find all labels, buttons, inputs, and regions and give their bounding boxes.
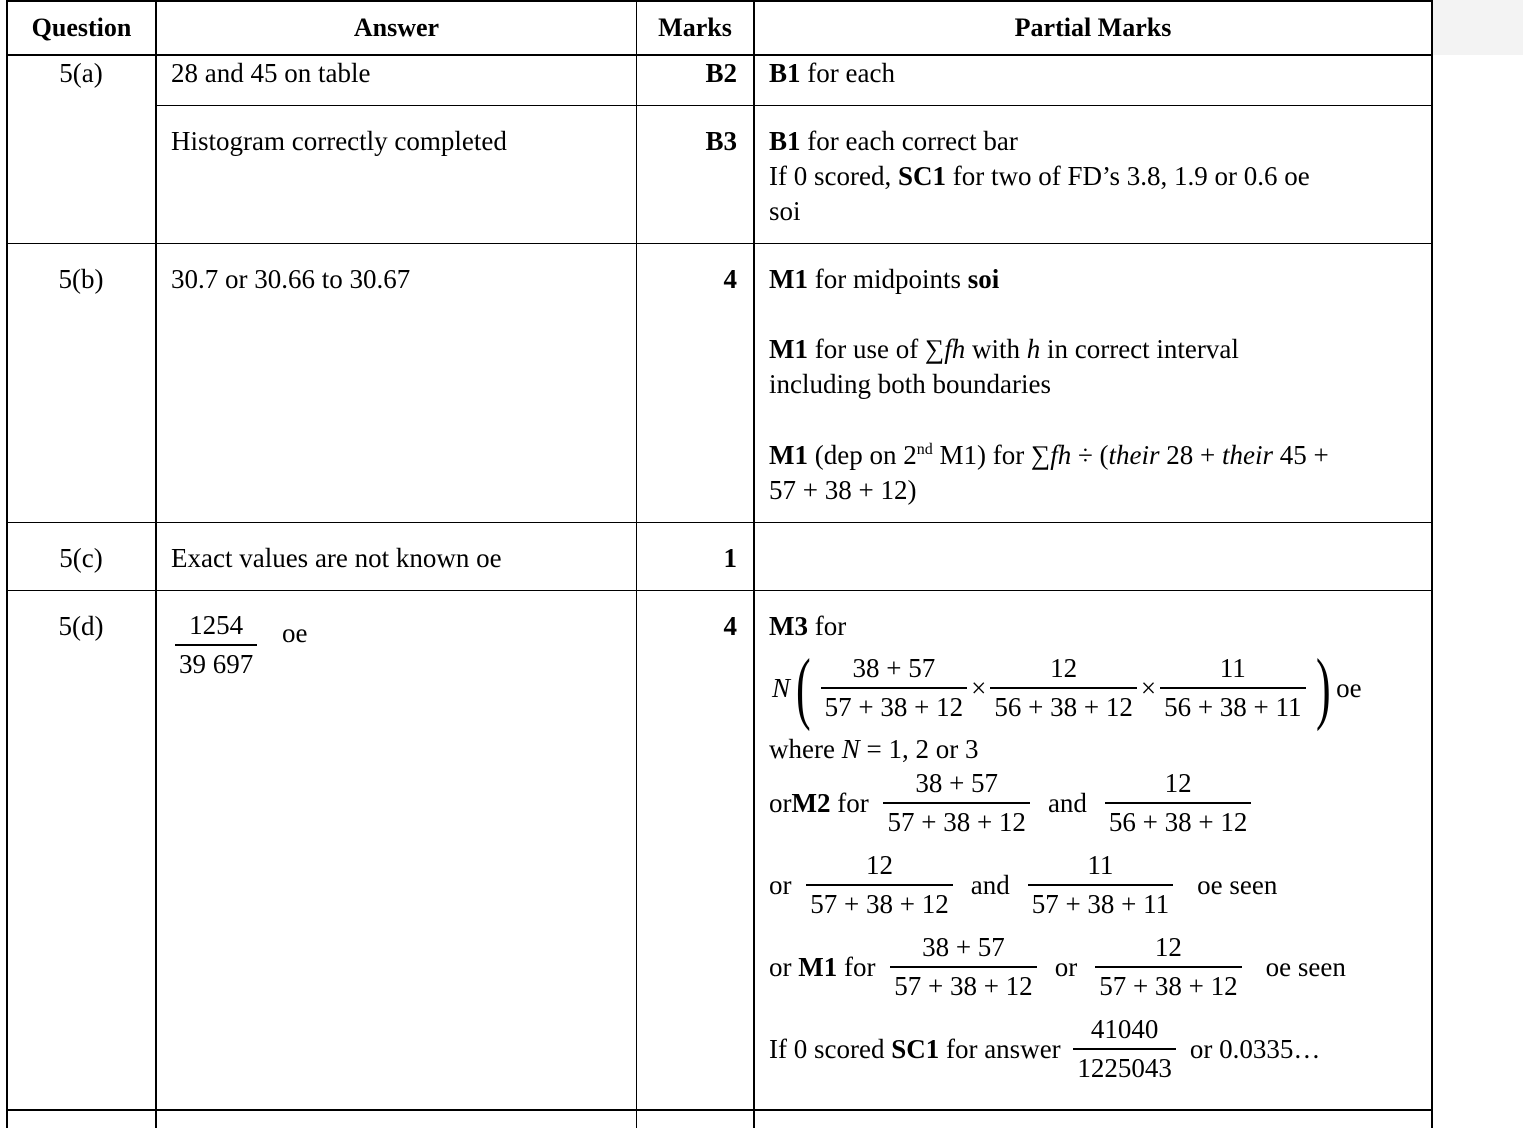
mark-code: M1 bbox=[798, 951, 838, 982]
numerator: 11 bbox=[1028, 852, 1173, 886]
denominator: 39 697 bbox=[179, 649, 254, 679]
text: for bbox=[807, 611, 847, 641]
text: fh bbox=[1050, 440, 1072, 470]
mark-code: SC1 bbox=[897, 161, 946, 191]
mark-code: SC1 bbox=[891, 1033, 940, 1064]
table-rule bbox=[753, 0, 755, 1128]
fraction bbox=[990, 655, 1136, 721]
denominator: 57 + 38 + 11 bbox=[1031, 889, 1170, 919]
text: oe bbox=[1336, 672, 1362, 703]
text: h bbox=[1026, 334, 1041, 364]
table-rule bbox=[6, 590, 1433, 591]
partial-marks-line bbox=[769, 262, 999, 297]
answer-text: 30.7 or 30.66 to 30.67 bbox=[171, 264, 411, 294]
partial-marks-line bbox=[769, 438, 1329, 473]
variable: N bbox=[841, 734, 860, 764]
question-number: 5(a) bbox=[59, 58, 103, 88]
formula-line bbox=[769, 934, 1346, 1000]
answer-fraction-line bbox=[171, 612, 307, 678]
question-number: 5(b) bbox=[58, 264, 104, 294]
answer-fraction bbox=[175, 612, 257, 678]
partial-marks-line bbox=[769, 124, 1018, 159]
text: fh bbox=[944, 334, 966, 364]
denominator: 57 + 38 + 12 bbox=[894, 971, 1033, 1001]
paren-left: ( bbox=[796, 644, 811, 732]
partial-marks-line bbox=[769, 732, 978, 767]
text: or bbox=[769, 951, 799, 982]
numerator: 38 + 57 bbox=[883, 770, 1029, 804]
partial-marks-line bbox=[769, 159, 1310, 194]
text: for each correct bar bbox=[800, 126, 1018, 156]
text: for two of FD’s 3.8, 1.9 or 0.6 oe bbox=[945, 161, 1310, 191]
text: their bbox=[1108, 440, 1160, 470]
text: for bbox=[837, 951, 883, 982]
answer-text: 28 and 45 on table bbox=[171, 58, 371, 88]
text: in correct interval bbox=[1040, 334, 1239, 364]
text: (dep on 2 bbox=[807, 440, 917, 470]
numerator: 41040 bbox=[1073, 1016, 1176, 1050]
text: oe seen bbox=[1265, 951, 1346, 982]
numerator: 12 bbox=[1105, 770, 1251, 804]
mark-code: B1 bbox=[769, 58, 801, 88]
answer-text: Exact values are not known oe bbox=[171, 543, 502, 573]
mark-code: M1 bbox=[769, 334, 808, 364]
text: or bbox=[769, 869, 799, 900]
numerator: 38 + 57 bbox=[821, 655, 967, 689]
question-number: 5(c) bbox=[59, 543, 103, 573]
partial-marks-line bbox=[769, 609, 846, 644]
numerator: 38 + 57 bbox=[890, 934, 1036, 968]
formula-line bbox=[772, 644, 1362, 732]
partial-marks-line: 57 + 38 + 12) bbox=[769, 475, 917, 505]
fraction bbox=[890, 934, 1036, 1000]
text: soi bbox=[967, 264, 1000, 294]
fraction bbox=[883, 770, 1029, 836]
denominator: 56 + 38 + 12 bbox=[1108, 807, 1248, 837]
fraction bbox=[1105, 770, 1251, 836]
text: or 0.0335… bbox=[1189, 1033, 1321, 1064]
table-rule bbox=[6, 522, 1433, 523]
denominator: 56 + 38 + 11 bbox=[1164, 692, 1302, 722]
denominator: 1225043 bbox=[1077, 1053, 1172, 1083]
partial-marks-text bbox=[769, 56, 895, 91]
text: for use of ∑ bbox=[807, 334, 945, 364]
operator: × bbox=[1140, 672, 1157, 703]
table-rule bbox=[1431, 0, 1433, 1128]
fraction bbox=[1073, 1016, 1176, 1082]
table-rule bbox=[155, 0, 157, 1128]
text: oe bbox=[282, 617, 308, 648]
partial-marks-line bbox=[769, 332, 1239, 367]
mark-code: M2 bbox=[791, 787, 831, 818]
header-answer: Answer bbox=[353, 12, 440, 42]
text: where bbox=[769, 734, 842, 764]
text: oe seen bbox=[1197, 869, 1278, 900]
paren-right: ) bbox=[1315, 644, 1331, 732]
text: for answer bbox=[939, 1033, 1068, 1064]
numerator: 11 bbox=[1160, 655, 1305, 689]
mark-code: M1 bbox=[769, 440, 808, 470]
question-number: 5(d) bbox=[58, 611, 104, 641]
marks-value: B3 bbox=[705, 126, 737, 156]
text: = 1, 2 or 3 bbox=[859, 734, 979, 764]
marks-value: B2 bbox=[705, 58, 737, 88]
header-question: Question bbox=[31, 12, 132, 42]
marks-value: 4 bbox=[723, 611, 737, 641]
operator: × bbox=[971, 672, 987, 703]
mark-code: B1 bbox=[769, 126, 801, 156]
text: 45 + bbox=[1273, 440, 1329, 470]
text: or bbox=[1054, 951, 1078, 982]
table-rule bbox=[6, 243, 1433, 244]
table-rule bbox=[6, 1109, 1433, 1111]
marks-value: 1 bbox=[723, 543, 737, 573]
fraction bbox=[821, 655, 967, 721]
variable: N bbox=[772, 672, 791, 703]
fraction bbox=[1028, 852, 1173, 918]
answer-text: Histogram correctly completed bbox=[171, 126, 507, 156]
numerator: 12 bbox=[1095, 934, 1241, 968]
table-rule bbox=[155, 105, 1433, 106]
text: or bbox=[769, 787, 792, 818]
header-partial-marks: Partial Marks bbox=[1014, 12, 1172, 42]
marks-value: 4 bbox=[723, 264, 737, 294]
denominator: 57 + 38 + 12 bbox=[887, 807, 1026, 837]
text: with bbox=[965, 334, 1027, 364]
text: for each bbox=[800, 58, 895, 88]
formula-line bbox=[769, 852, 1277, 918]
denominator: 57 + 38 + 12 bbox=[810, 889, 949, 919]
header-right-strip bbox=[1432, 0, 1523, 55]
text: and bbox=[970, 869, 1010, 900]
text: their bbox=[1222, 440, 1274, 470]
fraction bbox=[1095, 934, 1241, 1000]
partial-marks-line: soi bbox=[769, 196, 801, 226]
partial-marks-line: including both boundaries bbox=[769, 369, 1051, 399]
header-marks: Marks bbox=[658, 12, 732, 42]
text: M1) for ∑ bbox=[932, 440, 1051, 470]
text: for bbox=[830, 787, 876, 818]
fraction bbox=[1160, 655, 1305, 721]
formula-line bbox=[769, 1016, 1320, 1082]
table-rule bbox=[636, 0, 637, 1128]
text: 28 + bbox=[1159, 440, 1223, 470]
denominator: 56 + 38 + 12 bbox=[994, 692, 1133, 722]
fraction bbox=[806, 852, 952, 918]
text: for midpoints bbox=[807, 264, 968, 294]
numerator: 12 bbox=[990, 655, 1136, 689]
text: and bbox=[1047, 787, 1087, 818]
formula-line bbox=[769, 770, 1255, 836]
numerator: 12 bbox=[806, 852, 952, 886]
text: ÷ ( bbox=[1071, 440, 1109, 470]
mark-code: M3 bbox=[769, 611, 808, 641]
mark-code: M1 bbox=[769, 264, 808, 294]
denominator: 57 + 38 + 12 bbox=[824, 692, 964, 722]
numerator: 1254 bbox=[175, 612, 257, 646]
text: If 0 scored bbox=[769, 1033, 892, 1064]
superscript: nd bbox=[916, 441, 933, 458]
text: If 0 scored, bbox=[769, 161, 898, 191]
denominator: 57 + 38 + 12 bbox=[1099, 971, 1238, 1001]
